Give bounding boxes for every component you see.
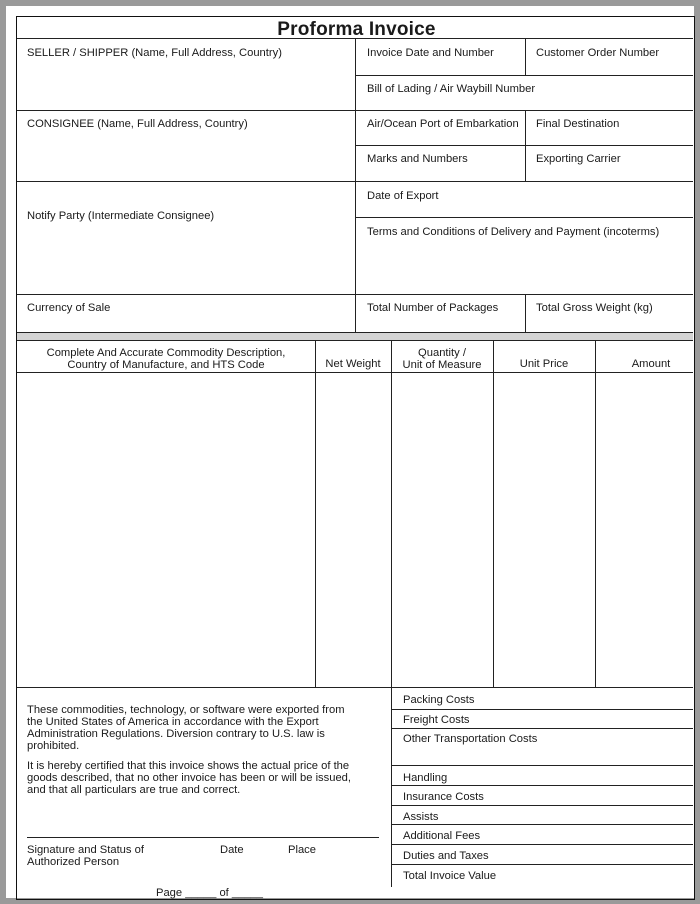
total-invoice-value-field[interactable]: Total Invoice Value [403,870,497,882]
place-label: Place [288,844,316,856]
assists-field[interactable]: Assists [403,811,439,823]
divider [355,75,693,76]
divider [17,340,693,341]
description-entry-area[interactable] [17,373,315,687]
divider [391,805,693,806]
exporting-carrier-field[interactable]: Exporting Carrier [536,153,621,165]
divider [355,38,356,332]
total-packages-field[interactable]: Total Number of Packages [367,302,499,314]
description-column-header: Complete And Accurate Commodity Description, Country of Manufacture, and HTS Code [46,347,286,371]
total-weight-field[interactable]: Total Gross Weight (kg) [536,302,653,314]
customer-order-number-field[interactable]: Customer Order Number [536,47,660,59]
form-title: Proforma Invoice [277,19,436,40]
divider [355,217,693,218]
quantity-column-header: Quantity / Unit of Measure [402,347,482,371]
net-weight-entry-area[interactable] [316,373,391,687]
divider [391,709,693,710]
net-weight-column-header: Net Weight [325,358,381,370]
quantity-entry-area[interactable] [392,373,493,687]
separator-band [17,332,693,340]
duties-taxes-field[interactable]: Duties and Taxes [403,850,489,862]
divider [391,824,693,825]
insurance-costs-field[interactable]: Insurance Costs [403,791,484,803]
other-transportation-costs-field[interactable]: Other Transportation Costs [403,733,538,745]
handling-field[interactable]: Handling [403,772,448,784]
marks-numbers-field[interactable]: Marks and Numbers [367,153,468,165]
certification-statement: It is hereby certified that this invoice shows the actual price of the goods described, that no other invoice has been or will be issued, and that all particulars are true and correct. [27,760,352,796]
divider [525,38,526,75]
port-of-embarkation-field[interactable]: Air/Ocean Port of Embarkation [367,118,519,130]
amount-entry-area[interactable] [596,373,693,687]
divider [391,844,693,845]
signature-label: Signature and Status of Authorized Person [27,844,144,868]
additional-fees-field[interactable]: Additional Fees [403,830,481,842]
divider [391,728,693,729]
final-destination-field[interactable]: Final Destination [536,118,620,130]
unit-price-column-header: Unit Price [519,358,569,370]
signature-line[interactable] [27,837,379,838]
bill-of-lading-field[interactable]: Bill of Lading / Air Waybill Number [367,83,536,95]
invoice-date-number-field[interactable]: Invoice Date and Number [367,47,494,59]
terms-field[interactable]: Terms and Conditions of Delivery and Payment (incoterms) [367,226,660,238]
divider [17,181,693,182]
divider [17,332,693,333]
amount-column-header: Amount [631,358,671,370]
divider [355,145,693,146]
seller-field[interactable]: SELLER / SHIPPER (Name, Full Address, Country) [27,47,282,59]
freight-costs-field[interactable]: Freight Costs [403,714,470,726]
unit-price-entry-area[interactable] [494,373,595,687]
date-label: Date [220,844,244,856]
table-bottom-divider [17,687,693,688]
divider [525,294,526,332]
divider [391,864,693,865]
divider [17,294,693,295]
divider [17,110,693,111]
invoice-form [16,16,695,900]
packing-costs-field[interactable]: Packing Costs [403,694,475,706]
date-of-export-field[interactable]: Date of Export [367,190,439,202]
notify-party-field[interactable]: Notify Party (Intermediate Consignee) [27,210,215,222]
page-number: Page _____ of _____ [156,887,264,899]
divider [391,785,693,786]
currency-field[interactable]: Currency of Sale [27,302,111,314]
consignee-field[interactable]: CONSIGNEE (Name, Full Address, Country) [27,118,248,130]
export-statement: These commodities, technology, or software were exported from the United States of America in accordance with the Export Administration Regulations. Diversion contrary to U.S. law is prohibited. [27,704,345,752]
divider [391,765,693,766]
